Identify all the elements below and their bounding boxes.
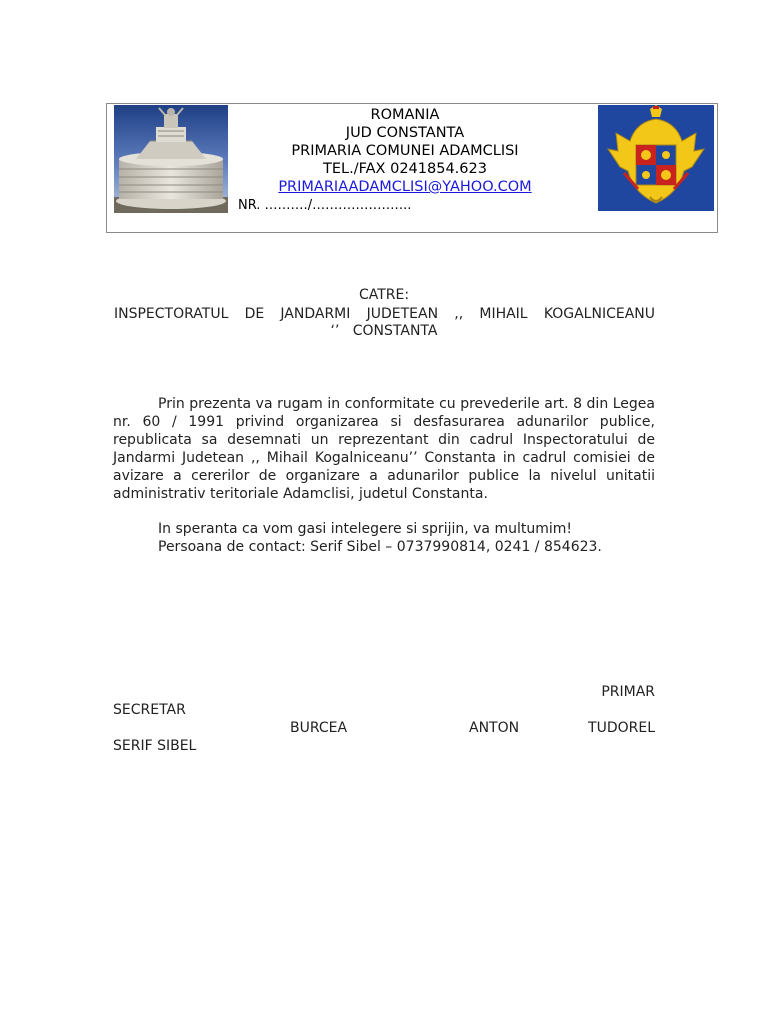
mayor-name-first: BURCEA xyxy=(290,720,348,736)
secretary-name: SERIF SIBEL xyxy=(113,738,197,754)
mayor-title: PRIMAR xyxy=(601,684,655,700)
contact-line: Persoana de contact: Serif Sibel – 0737990814, 0241 / 854623. xyxy=(158,539,602,555)
county-name: JUD CONSTANTA xyxy=(345,125,465,141)
letter-body xyxy=(113,395,655,503)
phone-fax: TEL./FAX 0241854.623 xyxy=(323,161,487,177)
mayor-name-last: TUDOREL xyxy=(588,720,655,736)
institution-name: PRIMARIA COMUNEI ADAMCLISI xyxy=(291,143,519,159)
letterhead xyxy=(106,103,718,233)
letterhead-text xyxy=(235,106,575,196)
request-paragraph: Prin prezenta va rugam in conformitate cu prevederile art. 8 din Legea nr. 60 / 1991 privind organizarea si desfasurarea adunarilor publice, republicata sa desemnati un reprezentant din cadrul Inspectoratului de Jandarmi Judetean ,, Mihail Kogalniceanu’’ Constanta in cadrul comisiei de avizare a cererilor de organizare a adunarilor publice la nivelul unitatii administrativ teritoriale Adamclisi, judetul Constanta. xyxy=(113,396,655,502)
addressee-heading: CATRE: xyxy=(358,287,410,303)
addressee-line-1: INSPECTORATUL DE JANDARMI JUDETEAN ,, MIHAIL KOGALNICEANU xyxy=(114,306,655,322)
monument-image xyxy=(114,105,228,213)
email-link[interactable]: PRIMARIAADAMCLISI@YAHOO.COM xyxy=(278,179,532,195)
secretary-title: SECRETAR xyxy=(113,702,186,718)
coat-of-arms-image xyxy=(598,105,714,211)
addressee-line-2: ‘’ CONSTANTA xyxy=(330,323,438,339)
mayor-name-middle: ANTON xyxy=(469,720,520,736)
closing-line: In speranta ca vom gasi intelegere si sprijin, va multumim! xyxy=(158,521,572,537)
registration-number: NR. ………./………………….. xyxy=(238,198,412,213)
country-name: ROMANIA xyxy=(370,107,440,123)
